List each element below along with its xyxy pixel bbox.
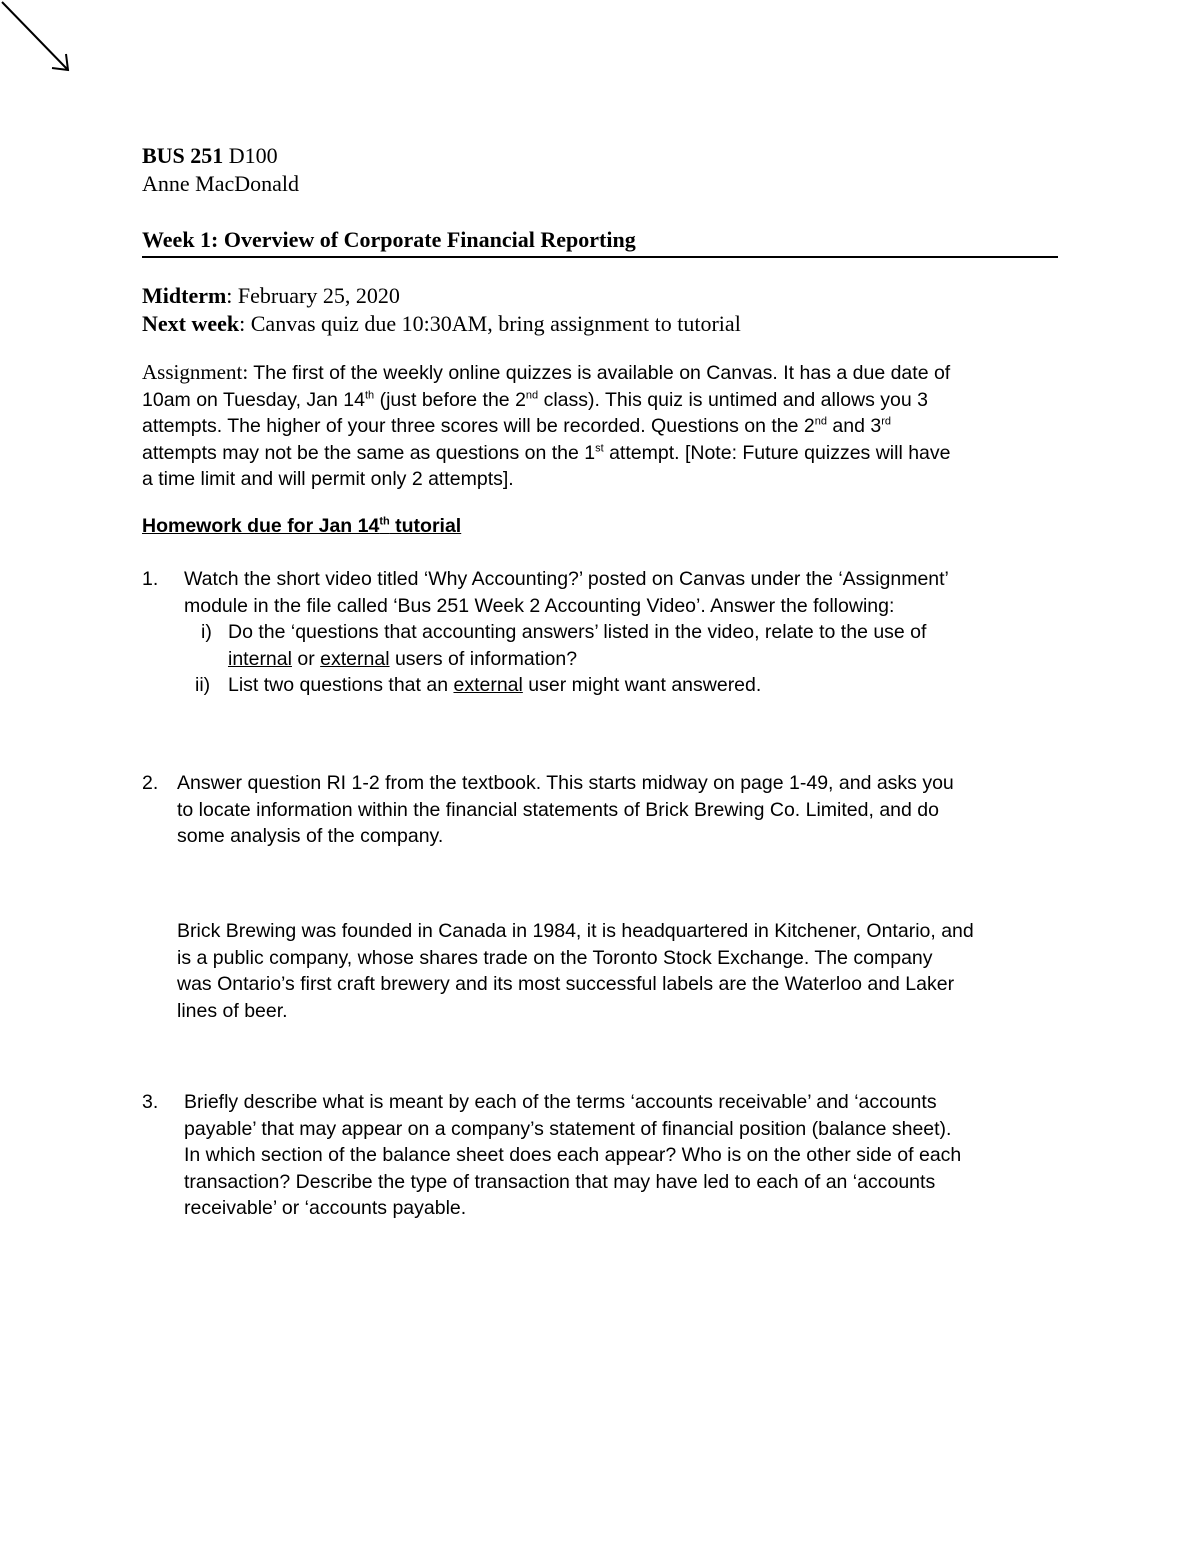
midterm-label: Midterm [142,283,227,308]
question-3-text: Briefly describe what is meant by each of the terms ‘accounts receivable’ and ‘accounts payable’ that may appear on a company’s statement of financial position (balance sheet). In which section of the balance sheet does each appear? Who is on the other side of each transaction? Describe the type of transaction that may have led to each of an ‘accounts receivable’ or ‘accounts payable. [184,1091,962,1219]
course-line [142,142,278,170]
question-1-i-text: Do the ‘questions that accounting answers’ listed in the video, relate to the use of internal or external users of information? [228,621,927,670]
question-1-ii-text: List two questions that an external user might want answered. [228,674,762,696]
brick-brewing-paragraph: Brick Brewing was founded in Canada in 1984, it is headquartered in Kitchener, Ontario, and is a public company, whose shares trade on the Toronto Stock Exchange. The company was Ontario’s first craft brewery and its most successful labels are the Waterloo and Laker lines of beer. [177,920,974,1022]
question-1-i-number: i) [201,621,212,643]
midterm-line [142,282,400,310]
question-1-ii-number: ii) [195,674,211,696]
instructor-name: Anne MacDonald [142,171,300,196]
next-week-text: : Canvas quiz due 10:30AM, bring assignment to tutorial [239,311,741,336]
page-title: Week 1: Overview of Corporate Financial Reporting [142,226,1058,258]
course-section: D100 [228,143,278,168]
question-2-text: Answer question RI 1-2 from the textbook. This starts midway on page 1-49, and asks you to locate information within the financial statements of Brick Brewing Co. Limited, and do some analysis of the company. [177,772,954,847]
assignment-label: Assignment: [142,360,249,384]
question-2-number: 2. [142,772,159,794]
question-3-number: 3. [142,1091,159,1113]
next-week-line [142,310,741,338]
question-1-number: 1. [142,568,159,590]
next-week-label: Next week [142,311,240,336]
midterm-date: : February 25, 2020 [226,283,400,308]
course-code: BUS 251 [142,143,224,168]
assignment-paragraph: Assignment: The first of the weekly online quizzes is available on Canvas. It has a due date of 10am on Tuesday, Jan 14th (just before the 2nd class). This quiz is untimed and allows you 3 attempts. The higher of your three scores will be recorded. Questions on the 2nd and 3rd attempts may not be the same as questions on the 1st attempt. [Note: Future quizzes will have a time limit and will permit only 2 attempts]. [142,360,951,490]
homework-heading: Homework due for Jan 14th tutorial [142,515,462,537]
question-1-text: Watch the short video titled ‘Why Accounting?’ posted on Canvas under the ‘Assignment’ module in the file called ‘Bus 251 Week 2 Accounting Video’. Answer the following: [184,568,949,617]
pen-arrow-mark [0,0,90,90]
